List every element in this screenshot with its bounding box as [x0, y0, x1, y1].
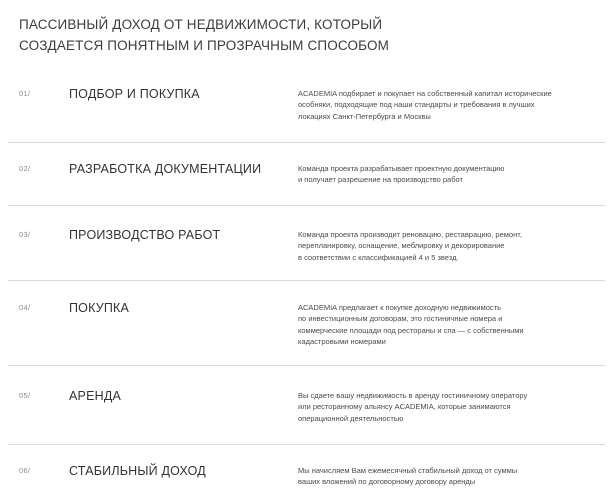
- step-title: АРЕНДА: [69, 389, 122, 403]
- step-description-line: Команда проекта производит реновацию, реставрацию, ремонт,: [298, 230, 522, 239]
- divider: [8, 365, 605, 366]
- step-description: [298, 302, 603, 347]
- step-number: 03/: [19, 230, 31, 239]
- step-description-line: Вы сдаете вашу недвижимость в аренду гостиничному оператору: [298, 391, 528, 400]
- step-description-line: операционной деятельностью: [298, 413, 404, 423]
- step-description-line: ACADEMIA предлагает к покупке доходную недвижимость: [298, 303, 502, 312]
- step-description-line: особняки, подходящие под наши стандарты и требования в лучших: [298, 100, 535, 110]
- step-number: 06/: [19, 466, 31, 475]
- divider: [8, 280, 605, 281]
- step-number: 01/: [19, 89, 31, 98]
- step-description: [298, 88, 603, 122]
- step-title: РАЗРАБОТКА ДОКУМЕНТАЦИИ: [69, 162, 262, 176]
- divider: [8, 205, 605, 206]
- step-description: [298, 465, 603, 488]
- step-description: [298, 390, 603, 424]
- step-description-line: Команда проекта разрабатывает проектную документацию: [298, 164, 505, 173]
- divider: [8, 142, 605, 143]
- page-heading-line-2: СОЗДАЕТСЯ ПОНЯТНЫМ И ПРОЗРАЧНЫМ СПОСОБОМ: [19, 38, 390, 53]
- step-description: [298, 163, 603, 186]
- step-description-line: по инвестиционным договорам, это гостиничные номера и: [298, 314, 503, 324]
- step-description-line: локациях Санкт-Петербурга и Москвы: [298, 111, 431, 121]
- step-number: 05/: [19, 391, 31, 400]
- step-title: СТАБИЛЬНЫЙ ДОХОД: [69, 464, 206, 478]
- step-number: 04/: [19, 303, 31, 312]
- divider: [8, 444, 605, 445]
- step-description-line: перепланировку, оснащение, меблировку и декорирование: [298, 241, 505, 251]
- step-title: ПОКУПКА: [69, 301, 130, 315]
- step-description: [298, 229, 603, 263]
- step-description-line: Мы начисляем Вам ежемесячный стабильный доход от суммы: [298, 466, 518, 475]
- step-description-line: коммерческие площади под рестораны и спа — с собственными: [298, 325, 524, 335]
- step-description-line: или ресторанному альянсу ACADEMIA, которые занимаются: [298, 402, 511, 412]
- step-title: ПРОИЗВОДСТВО РАБОТ: [69, 228, 221, 242]
- step-number: 02/: [19, 164, 31, 173]
- step-title: ПОДБОР И ПОКУПКА: [69, 87, 200, 101]
- step-description-line: в соответствии с классификацией 4 и 5 звезд.: [298, 252, 459, 262]
- page-heading: [19, 14, 439, 56]
- page-heading-line-1: ПАССИВНЫЙ ДОХОД ОТ НЕДВИЖИМОСТИ, КОТОРЫЙ: [19, 17, 383, 32]
- step-description-line: кадастровыми номерами: [298, 336, 386, 346]
- step-description-line: ваших вложений по договорному договору аренды: [298, 477, 476, 487]
- step-description-line: и получает разрешение на производство работ: [298, 175, 463, 185]
- step-description-line: ACADEMIA подбирает и покупает на собственный капитал исторические: [298, 89, 552, 98]
